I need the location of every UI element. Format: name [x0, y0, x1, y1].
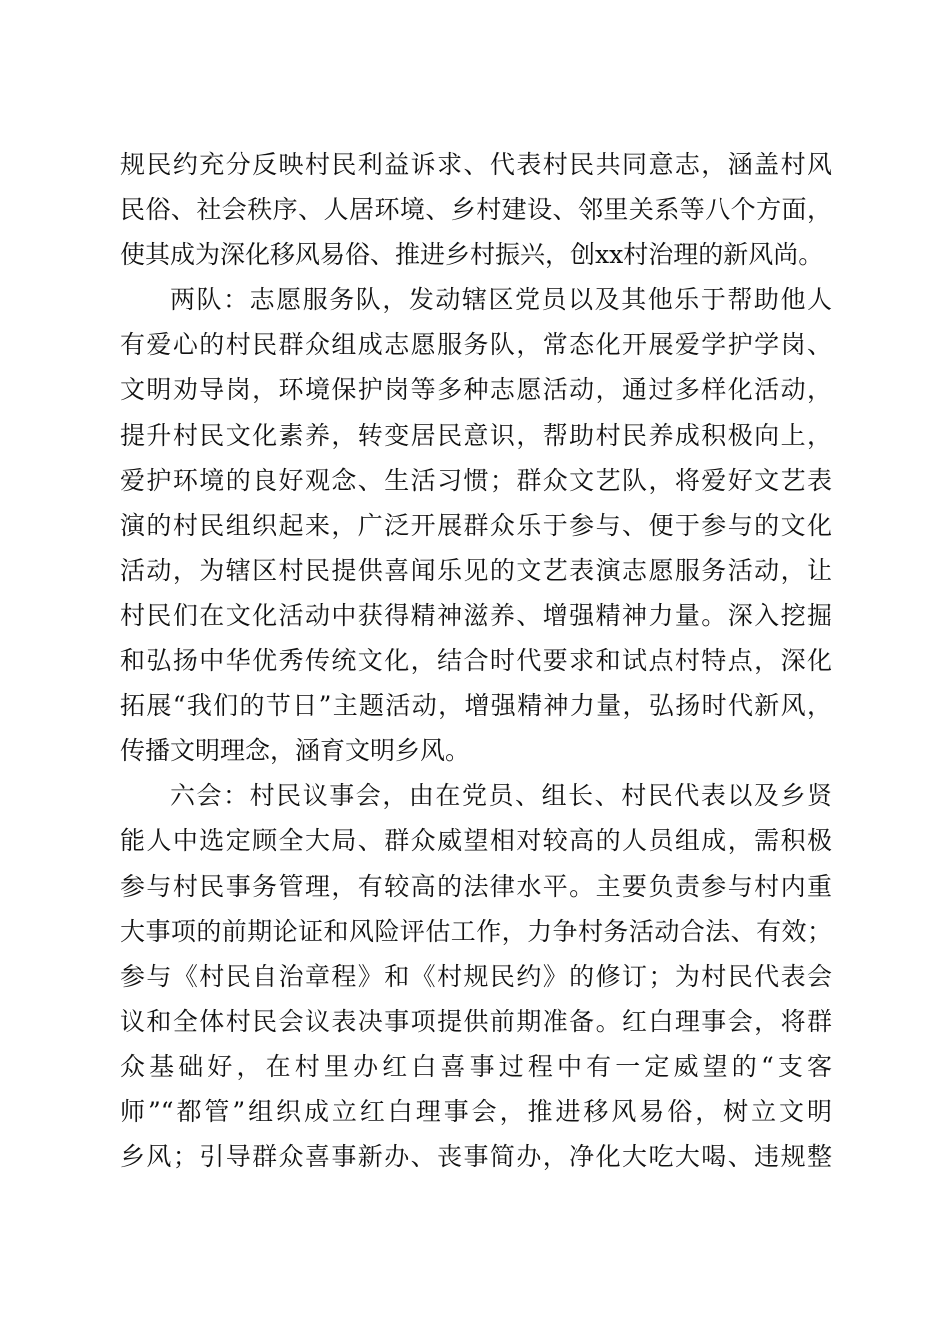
- text-line: 大事项的前期论证和风险评估工作，力争村务活动合法、有效；: [120, 916, 832, 946]
- text-line: 传播文明理念，涵育文明乡风。: [120, 736, 471, 766]
- text-line: 参与村民事务管理，有较高的法律水平。主要负责参与村内重: [120, 871, 832, 901]
- text-line: 演的村民组织起来，广泛开展群众乐于参与、便于参与的文化: [120, 510, 832, 540]
- text-line: 使其成为深化移风易俗、推进乡村振兴，创xx村治理的新风尚。: [120, 240, 824, 270]
- body-text: [120, 142, 832, 1179]
- text-line: 村民们在文化活动中获得精神滋养、增强精神力量。深入挖掘: [120, 600, 832, 630]
- text-line: 六会：村民议事会，由在党员、组长、村民代表以及乡贤: [170, 781, 832, 811]
- text-line: 文明劝导岗，环境保护岗等多种志愿活动，通过多样化活动，: [120, 375, 832, 405]
- text-line: 有爱心的村民群众组成志愿服务队，常态化开展爱学护学岗、: [120, 330, 832, 360]
- text-line: 众基础好，在村里办红白喜事过程中有一定威望的“支客: [120, 1051, 832, 1081]
- paragraph-2: [120, 277, 832, 773]
- text-line: 议和全体村民会议表决事项提供前期准备。红白理事会，将群: [120, 1006, 832, 1036]
- text-line: 民俗、社会秩序、人居环境、乡村建设、邻里关系等八个方面，: [120, 195, 832, 225]
- paragraph-1: [120, 142, 832, 277]
- paragraph-3: [120, 773, 832, 1179]
- text-line: 和弘扬中华优秀传统文化，结合时代要求和试点村特点，深化: [120, 646, 832, 676]
- text-line: 师”“都管”组织成立红白理事会，推进移风易俗，树立文明: [120, 1096, 832, 1126]
- text-line: 能人中选定顾全大局、群众威望相对较高的人员组成，需积极: [120, 826, 832, 856]
- text-line: 参与《村民自治章程》和《村规民约》的修订；为村民代表会: [120, 961, 832, 991]
- text-line: 爱护环境的良好观念、生活习惯；群众文艺队，将爱好文艺表: [120, 465, 832, 495]
- text-line: 活动，为辖区村民提供喜闻乐见的文艺表演志愿服务活动，让: [120, 555, 832, 585]
- text-line: 乡风；引导群众喜事新办、丧事简办，净化大吃大喝、违规整: [120, 1142, 832, 1172]
- text-line: 规民约充分反映村民利益诉求、代表村民共同意志，涵盖村风: [120, 150, 832, 179]
- text-line: 两队：志愿服务队，发动辖区党员以及其他乐于帮助他人: [170, 285, 832, 315]
- text-line: 提升村民文化素养，转变居民意识，帮助村民养成积极向上，: [120, 420, 832, 450]
- text-line: 拓展“我们的节日”主题活动，增强精神力量，弘扬时代新风，: [120, 691, 832, 721]
